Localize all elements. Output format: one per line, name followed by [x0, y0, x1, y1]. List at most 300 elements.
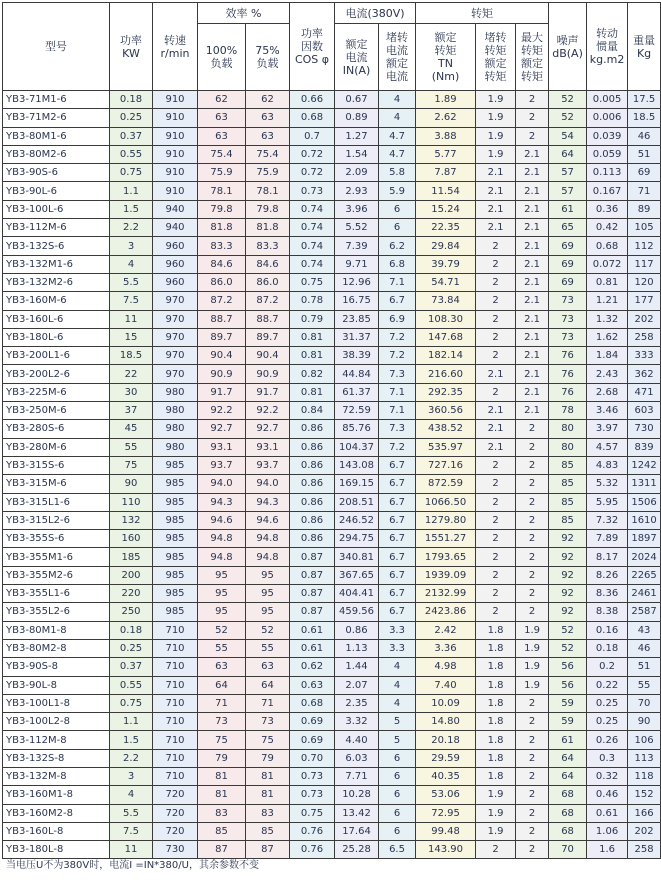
- table-row: [3, 822, 661, 840]
- value-cell: 4.7: [379, 127, 416, 145]
- value-cell: 2587: [628, 603, 661, 621]
- value-cell: 93.1: [246, 438, 290, 456]
- value-cell: 710: [153, 621, 198, 639]
- value-cell: 1.5: [110, 731, 153, 749]
- value-cell: 59: [549, 713, 587, 731]
- value-cell: 4: [379, 658, 416, 676]
- value-cell: 6: [379, 200, 416, 218]
- value-cell: 2: [516, 786, 549, 804]
- value-cell: 0.46: [587, 786, 628, 804]
- value-cell: 0.70: [290, 749, 335, 767]
- value-cell: 120: [628, 273, 661, 291]
- value-cell: 4.57: [587, 438, 628, 456]
- value-cell: 2.42: [416, 621, 476, 639]
- value-cell: 2: [516, 456, 549, 474]
- value-cell: 13.42: [335, 804, 379, 822]
- value-cell: 81: [246, 767, 290, 785]
- value-cell: 2: [476, 566, 516, 584]
- value-cell: 53.06: [416, 786, 476, 804]
- value-cell: 0.72: [290, 164, 335, 182]
- table-body: [3, 91, 661, 859]
- value-cell: 1.8: [476, 713, 516, 731]
- table-row: [3, 621, 661, 639]
- value-cell: 6.7: [379, 530, 416, 548]
- value-cell: 0.69: [290, 713, 335, 731]
- value-cell: 3.96: [335, 200, 379, 218]
- value-cell: 94.8: [246, 548, 290, 566]
- value-cell: 1.84: [587, 347, 628, 365]
- value-cell: 0.86: [290, 530, 335, 548]
- value-cell: 0.26: [587, 731, 628, 749]
- model-cell: YB3-100L2-8: [3, 713, 110, 731]
- value-cell: 0.61: [290, 621, 335, 639]
- value-cell: 2.1: [516, 273, 549, 291]
- value-cell: 2: [476, 841, 516, 859]
- value-cell: 6.7: [379, 292, 416, 310]
- value-cell: 73: [198, 713, 246, 731]
- value-cell: 52: [549, 109, 587, 127]
- value-cell: 0.87: [290, 548, 335, 566]
- table-row: [3, 767, 661, 785]
- value-cell: 970: [153, 310, 198, 328]
- value-cell: 8.17: [587, 548, 628, 566]
- value-cell: 93.7: [246, 456, 290, 474]
- table-row: [3, 658, 661, 676]
- value-cell: 4: [379, 91, 416, 109]
- value-cell: 68: [549, 786, 587, 804]
- value-cell: 64: [549, 767, 587, 785]
- value-cell: 720: [153, 822, 198, 840]
- value-cell: 2.1: [516, 164, 549, 182]
- model-cell: YB3-112M-8: [3, 731, 110, 749]
- value-cell: 0.68: [587, 237, 628, 255]
- value-cell: 79: [198, 749, 246, 767]
- value-cell: 6: [379, 804, 416, 822]
- value-cell: 72.59: [335, 402, 379, 420]
- value-cell: 1.06: [587, 822, 628, 840]
- value-cell: 69: [628, 164, 661, 182]
- value-cell: 1.8: [476, 694, 516, 712]
- value-cell: 94.8: [198, 548, 246, 566]
- value-cell: 6.7: [379, 456, 416, 474]
- value-cell: 18.5: [110, 347, 153, 365]
- table-row: [3, 786, 661, 804]
- model-cell: YB3-160M1-8: [3, 786, 110, 804]
- value-cell: 70: [549, 841, 587, 859]
- value-cell: 0.87: [290, 585, 335, 603]
- header-inertia: 转动 惯量 kg.m2: [587, 3, 628, 91]
- value-cell: 0.42: [587, 219, 628, 237]
- table-row: [3, 310, 661, 328]
- value-cell: 2: [516, 420, 549, 438]
- value-cell: 292.35: [416, 383, 476, 401]
- value-cell: 17.64: [335, 822, 379, 840]
- value-cell: 54: [549, 127, 587, 145]
- value-cell: 1.8: [476, 676, 516, 694]
- value-cell: 12.96: [335, 273, 379, 291]
- header-model: 型号: [3, 3, 110, 91]
- value-cell: 177: [628, 292, 661, 310]
- value-cell: 63: [198, 109, 246, 127]
- value-cell: 0.25: [587, 713, 628, 731]
- value-cell: 2.1: [476, 402, 516, 420]
- value-cell: 63: [246, 658, 290, 676]
- value-cell: 85: [246, 822, 290, 840]
- value-cell: 839: [628, 438, 661, 456]
- model-cell: YB3-80M2-6: [3, 145, 110, 163]
- value-cell: 1.9: [476, 145, 516, 163]
- value-cell: 55: [198, 639, 246, 657]
- value-cell: 2: [516, 511, 549, 529]
- value-cell: 84.6: [198, 255, 246, 273]
- value-cell: 29.59: [416, 749, 476, 767]
- table-row: [3, 420, 661, 438]
- model-cell: YB3-80M1-8: [3, 621, 110, 639]
- value-cell: 7.39: [335, 237, 379, 255]
- value-cell: 0.18: [110, 91, 153, 109]
- value-cell: 68: [549, 804, 587, 822]
- value-cell: 92.7: [246, 420, 290, 438]
- value-cell: 0.37: [110, 658, 153, 676]
- value-cell: 3.97: [587, 420, 628, 438]
- value-cell: 1.8: [476, 621, 516, 639]
- value-cell: 985: [153, 475, 198, 493]
- value-cell: 2.1: [516, 255, 549, 273]
- value-cell: 3.88: [416, 127, 476, 145]
- value-cell: 75.9: [198, 164, 246, 182]
- value-cell: 57: [549, 182, 587, 200]
- value-cell: 0.69: [290, 731, 335, 749]
- value-cell: 985: [153, 456, 198, 474]
- value-cell: 95: [198, 603, 246, 621]
- value-cell: 200: [110, 566, 153, 584]
- value-cell: 2: [476, 328, 516, 346]
- table-row: [3, 182, 661, 200]
- value-cell: 2: [516, 566, 549, 584]
- value-cell: 83: [198, 804, 246, 822]
- table-row: [3, 237, 661, 255]
- value-cell: 75.4: [198, 145, 246, 163]
- value-cell: 7.2: [379, 347, 416, 365]
- value-cell: 2: [476, 255, 516, 273]
- value-cell: 2132.99: [416, 585, 476, 603]
- value-cell: 15.24: [416, 200, 476, 218]
- value-cell: 29.84: [416, 237, 476, 255]
- value-cell: 2.1: [476, 164, 516, 182]
- value-cell: 2.43: [587, 365, 628, 383]
- value-cell: 166: [628, 804, 661, 822]
- value-cell: 117: [628, 255, 661, 273]
- value-cell: 55: [246, 639, 290, 657]
- value-cell: 0.61: [290, 639, 335, 657]
- model-cell: YB3-355L2-6: [3, 603, 110, 621]
- value-cell: 85: [549, 511, 587, 529]
- value-cell: 92: [549, 603, 587, 621]
- model-cell: YB3-280M-6: [3, 438, 110, 456]
- value-cell: 86.0: [198, 273, 246, 291]
- value-cell: 0.73: [290, 767, 335, 785]
- value-cell: 2.1: [516, 328, 549, 346]
- header-current-group: 电流(380V): [335, 3, 416, 24]
- value-cell: 970: [153, 347, 198, 365]
- value-cell: 1506: [628, 493, 661, 511]
- value-cell: 89.7: [198, 328, 246, 346]
- table-row: [3, 109, 661, 127]
- model-cell: YB3-100L-6: [3, 200, 110, 218]
- value-cell: 92.2: [246, 402, 290, 420]
- value-cell: 89.7: [246, 328, 290, 346]
- value-cell: 90.9: [246, 365, 290, 383]
- value-cell: 2.1: [516, 145, 549, 163]
- value-cell: 69: [549, 273, 587, 291]
- value-cell: 84.6: [246, 255, 290, 273]
- value-cell: 104.37: [335, 438, 379, 456]
- value-cell: 6: [379, 822, 416, 840]
- header-locked-current: 堵转 电流 额定 电流: [379, 24, 416, 91]
- value-cell: 0.072: [587, 255, 628, 273]
- value-cell: 5.8: [379, 164, 416, 182]
- model-cell: YB3-71M2-6: [3, 109, 110, 127]
- value-cell: 0.86: [290, 438, 335, 456]
- value-cell: 63: [198, 658, 246, 676]
- value-cell: 1066.50: [416, 493, 476, 511]
- value-cell: 0.86: [290, 511, 335, 529]
- model-cell: YB3-160L-6: [3, 310, 110, 328]
- table-row: [3, 164, 661, 182]
- value-cell: 0.36: [587, 200, 628, 218]
- value-cell: 147.68: [416, 328, 476, 346]
- value-cell: 1.9: [476, 109, 516, 127]
- value-cell: 0.039: [587, 127, 628, 145]
- value-cell: 980: [153, 402, 198, 420]
- value-cell: 20.18: [416, 731, 476, 749]
- value-cell: 4: [379, 109, 416, 127]
- value-cell: 0.86: [290, 475, 335, 493]
- value-cell: 5: [379, 713, 416, 731]
- value-cell: 62: [198, 91, 246, 109]
- value-cell: 0.68: [290, 109, 335, 127]
- value-cell: 910: [153, 109, 198, 127]
- value-cell: 63: [246, 127, 290, 145]
- table-row: [3, 365, 661, 383]
- value-cell: 0.73: [290, 786, 335, 804]
- value-cell: 64: [549, 145, 587, 163]
- value-cell: 250: [110, 603, 153, 621]
- value-cell: 56: [549, 658, 587, 676]
- value-cell: 0.74: [290, 255, 335, 273]
- value-cell: 52: [549, 91, 587, 109]
- value-cell: 86.0: [246, 273, 290, 291]
- value-cell: 910: [153, 145, 198, 163]
- value-cell: 980: [153, 383, 198, 401]
- value-cell: 0.74: [290, 200, 335, 218]
- value-cell: 51: [628, 658, 661, 676]
- value-cell: 0.55: [110, 676, 153, 694]
- value-cell: 160: [110, 530, 153, 548]
- value-cell: 90.4: [246, 347, 290, 365]
- value-cell: 4.7: [379, 145, 416, 163]
- value-cell: 11: [110, 841, 153, 859]
- value-cell: 2: [476, 273, 516, 291]
- value-cell: 0.18: [110, 621, 153, 639]
- model-cell: YB3-355L1-6: [3, 585, 110, 603]
- value-cell: 63: [246, 109, 290, 127]
- value-cell: 0.61: [587, 804, 628, 822]
- value-cell: 2: [516, 767, 549, 785]
- value-cell: 71: [246, 694, 290, 712]
- value-cell: 85: [549, 493, 587, 511]
- value-cell: 459.56: [335, 603, 379, 621]
- table-row: [3, 548, 661, 566]
- value-cell: 710: [153, 694, 198, 712]
- model-cell: YB3-71M1-6: [3, 91, 110, 109]
- value-cell: 0.78: [290, 292, 335, 310]
- value-cell: 94.0: [246, 475, 290, 493]
- value-cell: 22.35: [416, 219, 476, 237]
- value-cell: 81: [198, 767, 246, 785]
- value-cell: 362: [628, 365, 661, 383]
- value-cell: 5: [379, 731, 416, 749]
- value-cell: 1311: [628, 475, 661, 493]
- header-efficiency-group: 效率 %: [198, 3, 290, 24]
- value-cell: 75: [246, 731, 290, 749]
- value-cell: 2.1: [476, 420, 516, 438]
- value-cell: 7.71: [335, 767, 379, 785]
- value-cell: 76: [549, 365, 587, 383]
- table-row: [3, 804, 661, 822]
- value-cell: 0.66: [290, 91, 335, 109]
- value-cell: 0.25: [587, 694, 628, 712]
- value-cell: 2.09: [335, 164, 379, 182]
- value-cell: 4: [110, 255, 153, 273]
- model-cell: YB3-355S-6: [3, 530, 110, 548]
- value-cell: 1.32: [587, 310, 628, 328]
- value-cell: 6.5: [379, 841, 416, 859]
- header-torque-group: 转矩: [416, 3, 549, 24]
- model-cell: YB3-160M-6: [3, 292, 110, 310]
- value-cell: 2.1: [476, 219, 516, 237]
- table-row: [3, 676, 661, 694]
- value-cell: 940: [153, 200, 198, 218]
- value-cell: 730: [628, 420, 661, 438]
- table-row: [3, 402, 661, 420]
- value-cell: 4: [379, 694, 416, 712]
- value-cell: 258: [628, 328, 661, 346]
- value-cell: 720: [153, 786, 198, 804]
- value-cell: 99.48: [416, 822, 476, 840]
- value-cell: 143.08: [335, 456, 379, 474]
- value-cell: 2.1: [516, 292, 549, 310]
- value-cell: 1.9: [476, 786, 516, 804]
- value-cell: 7.2: [379, 328, 416, 346]
- value-cell: 55: [628, 676, 661, 694]
- value-cell: 75: [198, 731, 246, 749]
- table-row: [3, 713, 661, 731]
- value-cell: 2: [476, 493, 516, 511]
- value-cell: 2.62: [416, 109, 476, 127]
- value-cell: 92: [549, 548, 587, 566]
- model-cell: YB3-180L-6: [3, 328, 110, 346]
- value-cell: 108.30: [416, 310, 476, 328]
- value-cell: 57: [549, 164, 587, 182]
- value-cell: 2.2: [110, 749, 153, 767]
- table-row: [3, 347, 661, 365]
- value-cell: 73: [549, 328, 587, 346]
- value-cell: 52: [549, 639, 587, 657]
- value-cell: 112: [628, 237, 661, 255]
- model-cell: YB3-90L-6: [3, 182, 110, 200]
- value-cell: 910: [153, 164, 198, 182]
- value-cell: 2: [476, 548, 516, 566]
- table-row: [3, 200, 661, 218]
- value-cell: 61.37: [335, 383, 379, 401]
- value-cell: 2: [476, 292, 516, 310]
- value-cell: 73.84: [416, 292, 476, 310]
- value-cell: 94.8: [246, 530, 290, 548]
- value-cell: 0.86: [290, 456, 335, 474]
- value-cell: 76: [549, 347, 587, 365]
- value-cell: 0.76: [290, 841, 335, 859]
- value-cell: 980: [153, 438, 198, 456]
- value-cell: 94.3: [246, 493, 290, 511]
- value-cell: 2: [516, 731, 549, 749]
- value-cell: 0.79: [290, 310, 335, 328]
- value-cell: 89: [628, 200, 661, 218]
- value-cell: 5.95: [587, 493, 628, 511]
- value-cell: 0.74: [290, 219, 335, 237]
- value-cell: 0.113: [587, 164, 628, 182]
- value-cell: 94.3: [198, 493, 246, 511]
- table-row: [3, 91, 661, 109]
- value-cell: 985: [153, 493, 198, 511]
- value-cell: 7.89: [587, 530, 628, 548]
- table-row: [3, 456, 661, 474]
- value-cell: 22: [110, 365, 153, 383]
- value-cell: 0.76: [290, 822, 335, 840]
- value-cell: 0.86: [290, 420, 335, 438]
- value-cell: 970: [153, 292, 198, 310]
- value-cell: 985: [153, 530, 198, 548]
- value-cell: 1.9: [476, 804, 516, 822]
- model-cell: YB3-112M-6: [3, 219, 110, 237]
- value-cell: 75: [110, 456, 153, 474]
- value-cell: 0.68: [290, 694, 335, 712]
- value-cell: 92: [549, 585, 587, 603]
- value-cell: 872.59: [416, 475, 476, 493]
- value-cell: 83.3: [198, 237, 246, 255]
- model-cell: YB3-315M-6: [3, 475, 110, 493]
- value-cell: 15: [110, 328, 153, 346]
- model-cell: YB3-80M1-6: [3, 127, 110, 145]
- value-cell: 78: [549, 402, 587, 420]
- value-cell: 2: [516, 694, 549, 712]
- value-cell: 87.2: [246, 292, 290, 310]
- value-cell: 4.98: [416, 658, 476, 676]
- header-power: 功率 KW: [110, 3, 153, 91]
- value-cell: 3: [110, 767, 153, 785]
- value-cell: 14.80: [416, 713, 476, 731]
- value-cell: 960: [153, 255, 198, 273]
- value-cell: 2024: [628, 548, 661, 566]
- model-cell: YB3-315S-6: [3, 456, 110, 474]
- value-cell: 1.1: [110, 182, 153, 200]
- value-cell: 105: [628, 219, 661, 237]
- value-cell: 727.16: [416, 456, 476, 474]
- value-cell: 4: [379, 676, 416, 694]
- value-cell: 246.52: [335, 511, 379, 529]
- value-cell: 94.6: [198, 511, 246, 529]
- value-cell: 46: [628, 639, 661, 657]
